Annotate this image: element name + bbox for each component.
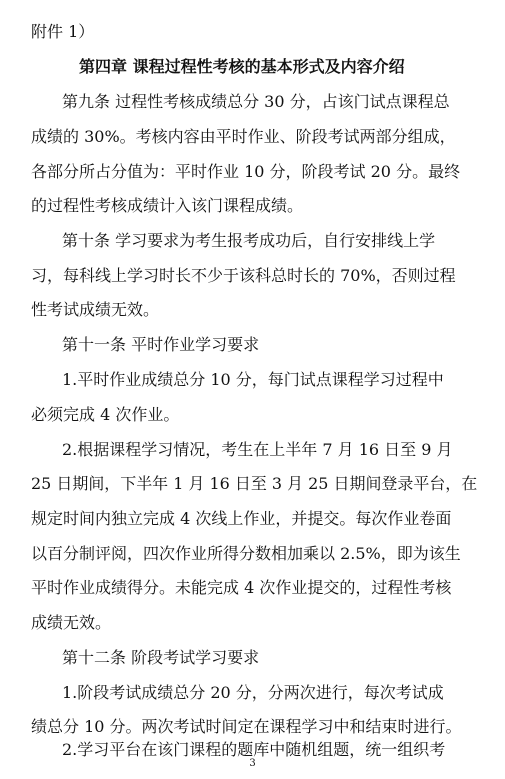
- paragraph-line: 性考试成绩无效。: [31, 300, 160, 319]
- paragraph-line: 各部分所占分值为：平时作业 10 分，阶段考试 20 分。最终: [31, 162, 461, 181]
- paragraph-line: 以百分制评阅，四次作业所得分数相加乘以 2.5%，即为该生: [31, 544, 461, 563]
- paragraph-line: 规定时间内独立完成 4 次线上作业，并提交。每次作业卷面: [31, 509, 452, 528]
- paragraph-line: 习，每科线上学习时长不少于该科总时长的 70%，否则过程: [31, 266, 456, 285]
- paragraph-line: 1.平时作业成绩总分 10 分，每门试点课程学习过程中: [62, 370, 444, 389]
- paragraph-line: 第九条 过程性考核成绩总分 30 分，占该门试点课程总: [62, 92, 450, 111]
- paragraph-line: 成绩的 30%。考核内容由平时作业、阶段考试两部分组成，: [31, 127, 456, 146]
- paragraph-line: 第十条 学习要求为考生报考成功后，自行安排线上学: [62, 231, 436, 250]
- paragraph-line: 的过程性考核成绩计入该门课程成绩。: [31, 196, 304, 215]
- chapter-title: 第四章 课程过程性考核的基本形式及内容介绍: [79, 57, 405, 76]
- paragraph-line: 2.根据课程学习情况，考生在上半年 7 月 16 日至 9 月: [62, 440, 453, 459]
- section-heading: 第十一条 平时作业学习要求: [62, 335, 260, 354]
- paragraph-line: 成绩无效。: [31, 613, 112, 632]
- paragraph-line: 2.学习平台在该门课程的题库中随机组题，统一组织考: [62, 740, 446, 759]
- paragraph-line: 1.阶段考试成绩总分 20 分，分两次进行，每次考试成: [62, 683, 444, 702]
- paragraph-line: 绩总分 10 分。两次考试时间定在课程学习中和结束时进行。: [31, 717, 462, 736]
- paragraph-line: 平时作业成绩得分。未能完成 4 次作业提交的，过程性考核: [31, 578, 452, 597]
- paragraph-line: 25 日期间，下半年 1 月 16 日至 3 月 25 日期间登录平台，在: [31, 474, 478, 493]
- section-heading: 第十二条 阶段考试学习要求: [62, 648, 260, 667]
- paragraph-line: 必须完成 4 次作业。: [31, 405, 180, 424]
- attachment-label: 附件 1）: [31, 22, 95, 41]
- page-number: 3: [249, 758, 256, 769]
